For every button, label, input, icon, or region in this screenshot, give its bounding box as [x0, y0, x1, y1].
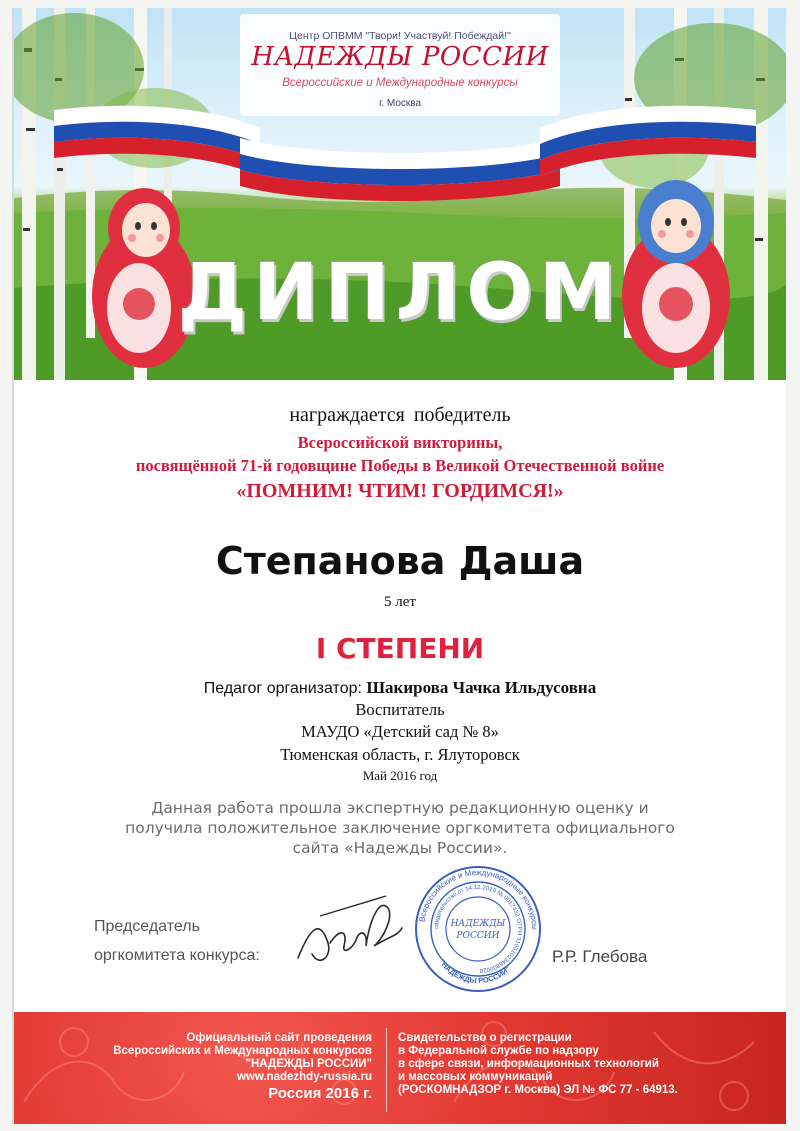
stamp-outer-text: Всероссийские и Международные конкурсы: [417, 867, 540, 931]
expert-note: [14, 798, 786, 858]
recipient-age: 5 лет: [384, 594, 416, 610]
teacher-label: Педагог организатор:: [203, 680, 362, 697]
diploma-heading: ДИПЛОМ: [177, 248, 623, 338]
teacher-line: [14, 678, 786, 698]
quiz-line-2: посвящённой 71-й годовщине Победы в Великой Отечественной войне: [135, 456, 665, 475]
awarded-line: награждается победитель: [289, 404, 511, 426]
stamp-center-line-1: НАДЕЖДЫ: [450, 919, 506, 929]
footer-right: [398, 1032, 678, 1097]
footer-year: Россия 2016 г.: [268, 1085, 372, 1102]
award-date: Май 2016 год: [362, 768, 438, 783]
footer-left-line-1: Официальный сайт проведения: [186, 1032, 372, 1044]
recipient-name: Степанова Даша: [215, 539, 585, 583]
quiz-title: «ПОМНИМ! ЧТИМ! ГОРДИМСЯ!»: [236, 480, 564, 502]
footer-registration-number: (РОСКОМНАДЗОР г. Москва) ЭЛ № ФС 77 - 64913.: [398, 1084, 678, 1096]
footer-band: [14, 1012, 786, 1124]
footer-divider: [386, 1028, 387, 1112]
organizer-line: Центр ОПВММ "Твори! Участвуй! Побеждай!": [289, 30, 511, 42]
expert-note-line-3: сайта «Надежды России».: [292, 839, 508, 857]
stamp-bottom-text: "НАДЕЖДЫ РОССИИ": [437, 957, 513, 986]
footer-right-line-1: Свидетельство о регистрации: [398, 1032, 572, 1044]
region: Тюменская область, г. Ялуторовск: [280, 745, 520, 764]
teacher-name: Шакирова Чачка Ильдусовна: [366, 678, 597, 697]
award-degree: I СТЕПЕНИ: [315, 632, 485, 665]
expert-note-line-1: Данная работа прошла экспертную редакционную оценку и: [151, 799, 649, 817]
school-name: МАУДО «Детский сад № 8»: [301, 722, 499, 741]
footer-right-line-4: и массовых коммуникаций: [398, 1071, 553, 1083]
footer-right-line-2: в Федеральной службе по надзору: [398, 1045, 599, 1057]
handwritten-signature-icon: [290, 888, 410, 978]
logo-city: г. Москва: [378, 98, 422, 109]
header-banner: [14, 8, 786, 380]
footer-website: www.nadezhdy-russia.ru: [236, 1071, 372, 1083]
stamp-inner-text: свидетельство от 14.12.2010 № 0017432 ОГРН 3105102346800028: [433, 884, 523, 973]
footer-right-line-3: в сфере связи, информационных технологий: [398, 1058, 659, 1070]
footer-left-line-3: "НАДЕЖДЫ РОССИИ": [245, 1058, 372, 1070]
logo-subtitle: Всероссийские и Международные конкурсы: [282, 77, 518, 89]
signer-name: Р.Р. Глебова: [552, 947, 648, 966]
logo-title: НАДЕЖДЫ РОССИИ: [251, 42, 549, 72]
footer-left: [113, 1032, 372, 1104]
official-seal-icon: [412, 863, 544, 995]
diploma-sheet: [12, 8, 786, 1124]
expert-note-line-2: получила положительное заключение оргкомитета официального: [125, 819, 675, 837]
chair-title-line-2: оргкомитета конкурса:: [94, 947, 260, 964]
teacher-position: Воспитатель: [355, 700, 445, 719]
chair-title-line-1: Председатель: [94, 918, 200, 935]
footer-left-line-2: Всероссийских и Международных конкурсов: [113, 1045, 372, 1057]
stamp-center-line-2: РОССИИ: [456, 931, 500, 941]
quiz-line-1: Всероссийской викторины,: [297, 433, 503, 452]
